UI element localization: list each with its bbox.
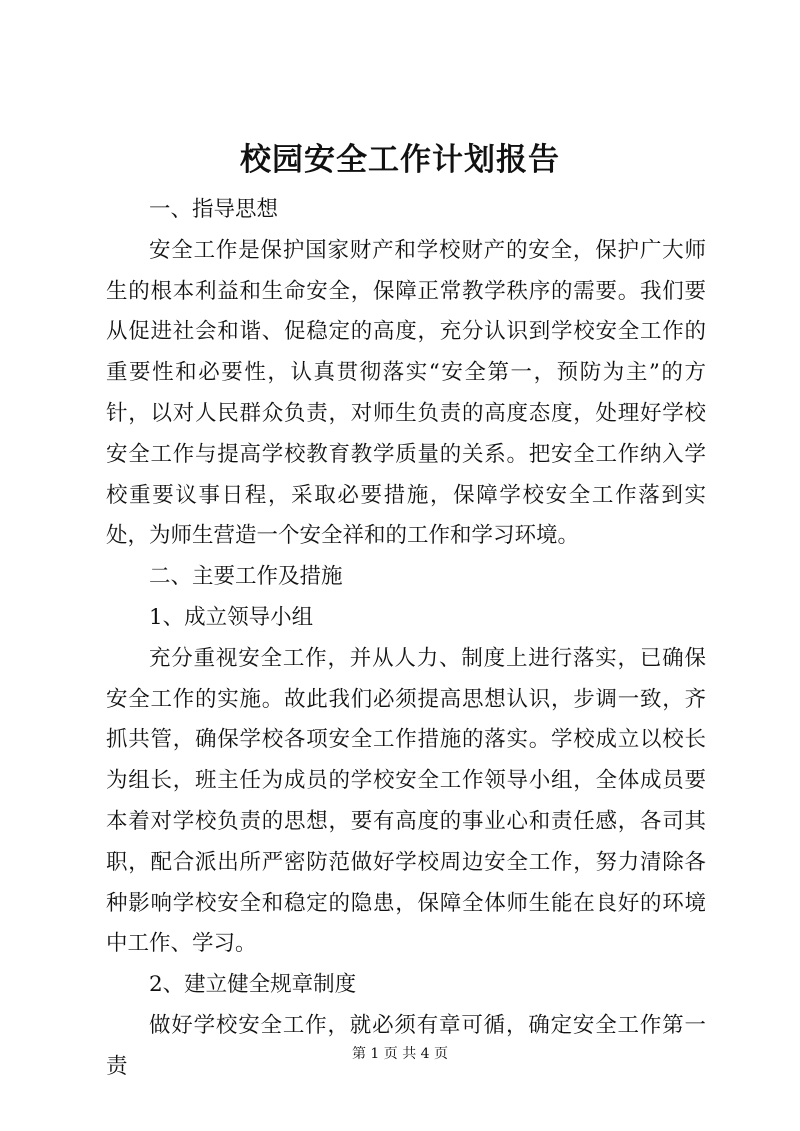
document-body xyxy=(106,190,706,1088)
subsection-heading-rules: 2、建立健全规章制度 xyxy=(149,972,357,998)
section-heading-guiding-ideology: 一、指导思想 xyxy=(149,197,279,222)
paragraph-rules: 做好学校安全工作，就必须有章可循，确定安全工作第一责 xyxy=(106,1012,706,1079)
section-heading-main-work: 二、主要工作及措施 xyxy=(149,564,343,590)
page-footer: 第 1 页 共 4 页 xyxy=(351,1046,449,1062)
subsection-heading-leadership-group: 1、成立领导小组 xyxy=(149,604,314,630)
paragraph-guiding-ideology: 安全工作是保护国家财产和学校财产的安全，保护广大师生的根本利益和生命安全，保障正常教学秩序的需要。我们要从促进社会和谐、促稳定的高度，充分认识到学校安全工作的重要性和必要性，认真贯彻落实“安全第一，预防为主”的方针，以对人民群众负责，对师生负责的高度态度，处理好学校安全工作与提高学校教育教学质量的关系。把安全工作纳入学校重要议事日程，采取必要措施，保障学校安全工作落到实处，为师生营造一个安全祥和的工作和学习环境。 xyxy=(106,237,706,549)
paragraph-leadership-group: 充分重视安全工作，并从人力、制度上进行落实，已确保安全工作的实施。故此我们必须提高思想认识，步调一致，齐抓共管，确保学校各项安全工作措施的落实。学校成立以校长为组长，班主任为成员的学校安全工作领导小组，全体成员要本着对学校负责的思想，要有高度的事业心和责任感，各司其职，配合派出所严密防范做好学校周边安全工作，努力清除各种影响学校安全和稳定的隐患，保障全体师生能在良好的环境中工作、学习。 xyxy=(106,645,706,957)
document-title: 校园安全工作计划报告 xyxy=(240,142,560,178)
